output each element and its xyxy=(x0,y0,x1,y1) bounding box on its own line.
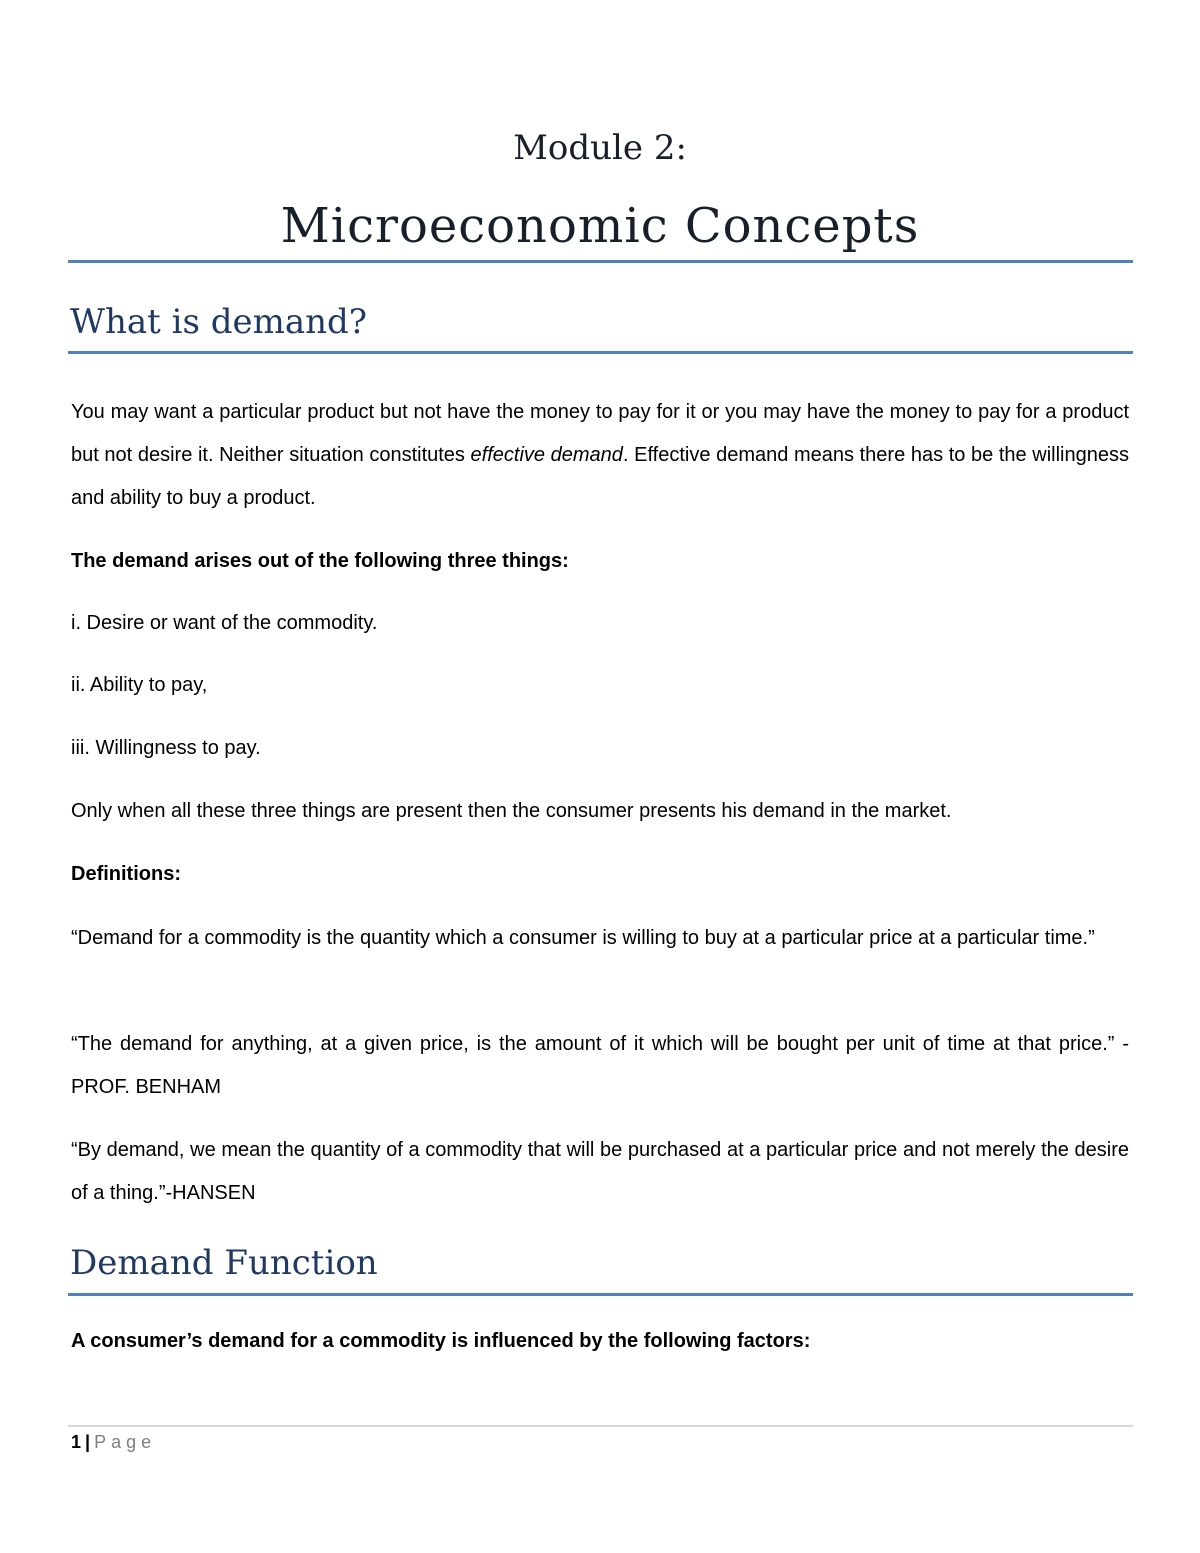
list-item: i. Desire or want of the commodity. xyxy=(71,612,378,634)
intro-text-start: You may want a particular product but not have the money to pay for it or you may have the money to pay for a product but not desire it. Neither situation constitutes xyxy=(71,401,1129,466)
footer-divider xyxy=(68,1425,1133,1427)
list-item: iii. Willingness to pay. xyxy=(71,737,261,759)
list-item: ii. Ability to pay, xyxy=(71,674,208,696)
module-label: Module 2: xyxy=(513,128,687,168)
page-number: 1 xyxy=(71,1432,82,1452)
section-heading-demand-function: Demand Function xyxy=(70,1243,378,1283)
factors-lead: A consumer’s demand for a commodity is influenced by the following factors: xyxy=(71,1330,811,1352)
title-divider xyxy=(68,260,1133,263)
page-footer xyxy=(71,1432,156,1453)
footer-separator: | xyxy=(85,1432,91,1452)
effective-demand-emphasis: effective demand xyxy=(470,444,623,466)
definition-quote: “Demand for a commodity is the quantity which a consumer is willing to buy at a particular price at a particular time.” xyxy=(71,927,1095,949)
definitions-label: Definitions: xyxy=(71,863,181,885)
section-divider xyxy=(68,1293,1133,1296)
conclusion-paragraph: Only when all these three things are present then the consumer presents his demand in the market. xyxy=(71,800,952,822)
list-lead: The demand arises out of the following three things: xyxy=(71,550,569,572)
intro-text-end: . Effective demand means there has to be the willingness and ability to buy a product. xyxy=(71,444,1129,509)
document-title: Microeconomic Concepts xyxy=(280,198,920,254)
section-heading-what-is-demand: What is demand? xyxy=(70,302,368,342)
intro-paragraph xyxy=(71,391,1129,520)
section-divider xyxy=(68,351,1133,354)
definition-quote: “The demand for anything, at a given price, is the amount of it which will be bought per unit of time at that price.” -PROF. BENHAM xyxy=(71,1033,1129,1098)
page-label: Page xyxy=(94,1432,157,1452)
definition-quote: “By demand, we mean the quantity of a commodity that will be purchased at a particular price and not merely the desire of a thing.”-HANSEN xyxy=(71,1139,1129,1204)
